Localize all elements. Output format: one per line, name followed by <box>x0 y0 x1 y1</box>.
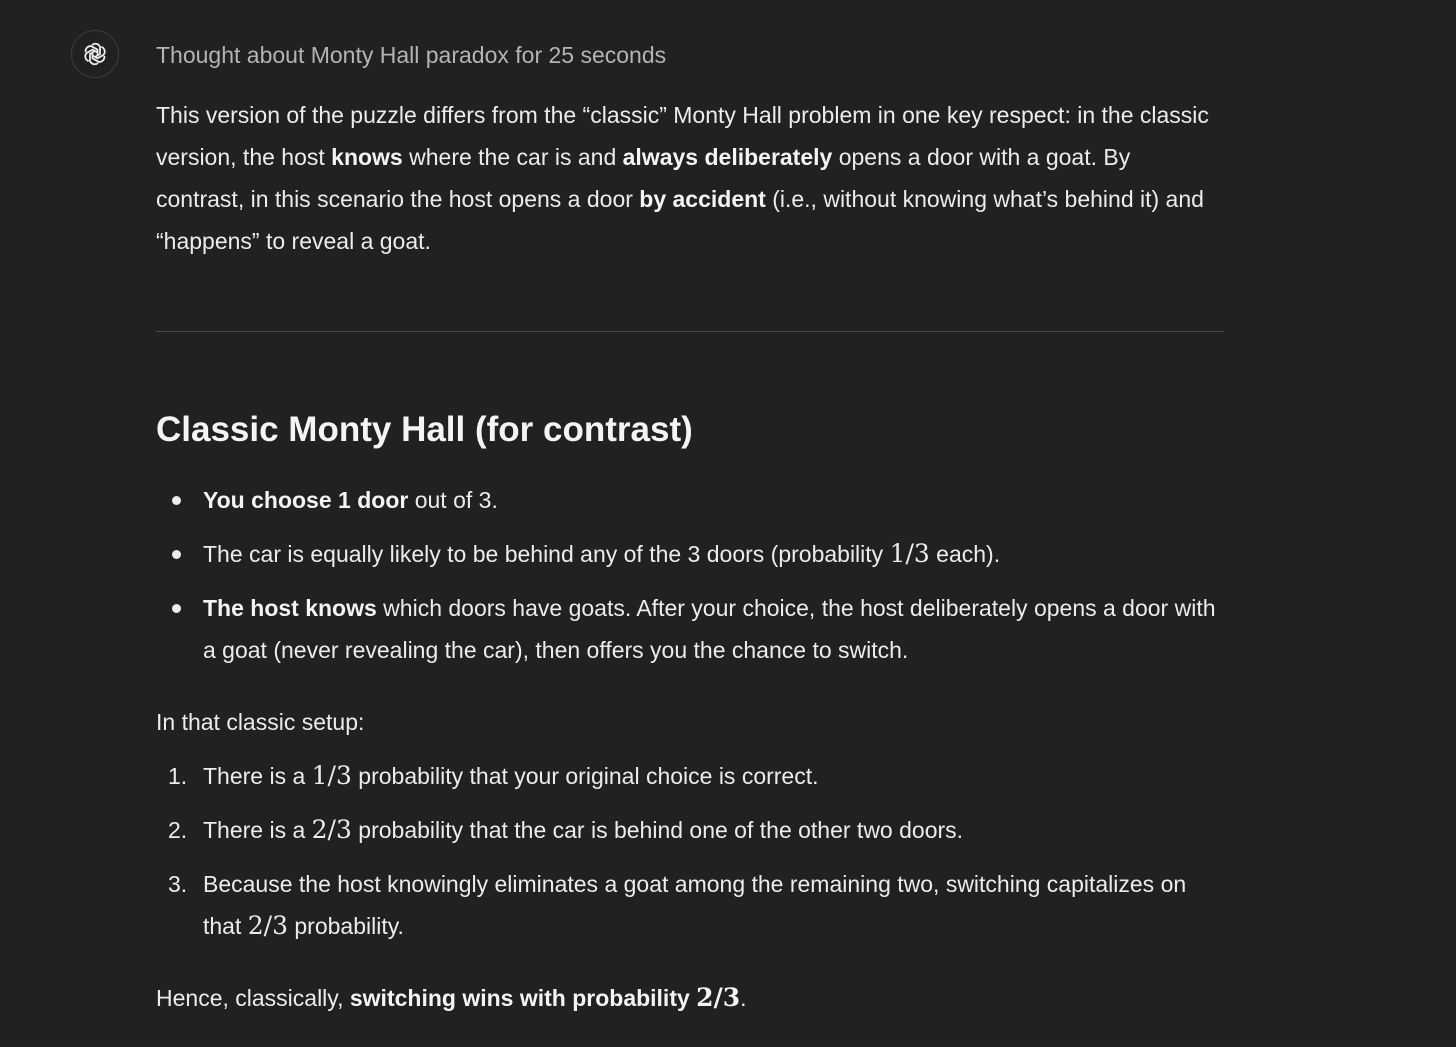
intro-bold-always-deliberately: always deliberately <box>622 144 833 170</box>
bullet-text: The car is equally likely to be behind any of the 3 doors (probability <box>203 541 890 567</box>
conclusion-bold-text: switching wins with probability <box>349 985 697 1011</box>
numbered-text: There is a <box>203 817 312 843</box>
assistant-message <box>156 94 1224 1012</box>
conclusion-text: Hence, classically, <box>156 985 350 1011</box>
section-heading: Classic Monty Hall (for contrast) <box>156 410 693 449</box>
list-number: 2. <box>168 817 188 843</box>
math-fraction: 2/3 <box>696 983 741 1012</box>
intro-text-4: (i.e., without knowing what’s behind it) and “happens” to reveal a goat. <box>156 186 1204 254</box>
setup-label: In that classic setup: <box>156 709 365 735</box>
bullet-bold: You choose 1 door <box>203 487 409 513</box>
numbered-text: probability that the car is behind one of the other two doors. <box>351 817 964 843</box>
intro-bold-by-accident: by accident <box>639 186 766 212</box>
numbered-text: probability. <box>288 913 404 939</box>
bullet-list <box>156 479 1224 671</box>
bullet-text: out of 3. <box>408 487 498 513</box>
assistant-avatar <box>71 30 119 78</box>
bullet-bold: The host knows <box>203 595 377 621</box>
thought-duration-toggle[interactable]: Thought about Monty Hall paradox for 25 seconds <box>156 42 667 68</box>
math-fraction: 1/3 <box>889 539 930 568</box>
bullet-text: each). <box>929 541 1001 567</box>
bullet-text: which doors have goats. After your choice, the host deliberately opens a door with a goat (never revealing the car), then offers you the chance to switch. <box>203 595 1216 663</box>
numbered-text: probability that your original choice is correct. <box>351 763 819 789</box>
bullet-item <box>156 587 1224 671</box>
numbered-item <box>156 863 1224 947</box>
bullet-marker <box>172 550 181 559</box>
bullet-marker <box>172 496 181 505</box>
math-fraction: 2/3 <box>311 815 352 844</box>
numbered-item <box>156 809 1224 851</box>
math-fraction: 1/3 <box>311 761 352 790</box>
intro-text-1: This version of the puzzle differs from the “classic” Monty Hall problem in one key respect: in the classic version, the host <box>156 102 1209 170</box>
list-number: 1. <box>168 763 188 789</box>
intro-bold-knows: knows <box>331 144 403 170</box>
numbered-item <box>156 755 1224 797</box>
conclusion-bold <box>350 985 740 1011</box>
math-fraction: 2/3 <box>247 911 288 940</box>
conclusion-end: . <box>740 985 747 1011</box>
intro-paragraph <box>156 94 1224 262</box>
intro-text-3: opens a door with a goat. By contrast, in this scenario the host opens a door <box>156 144 1131 212</box>
numbered-text: There is a <box>203 763 312 789</box>
openai-logo-icon <box>81 40 109 68</box>
numbered-list <box>156 755 1224 947</box>
conclusion-paragraph <box>156 977 1224 1019</box>
bullet-item <box>156 533 1224 575</box>
numbered-text: Because the host knowingly eliminates a goat among the remaining two, switching capitalizes on that <box>203 871 1187 939</box>
intro-text-2: where the car is and <box>402 144 623 170</box>
bullet-marker <box>172 604 181 613</box>
section-divider <box>156 331 1224 332</box>
bullet-item <box>156 479 1224 521</box>
list-number: 3. <box>168 871 188 897</box>
